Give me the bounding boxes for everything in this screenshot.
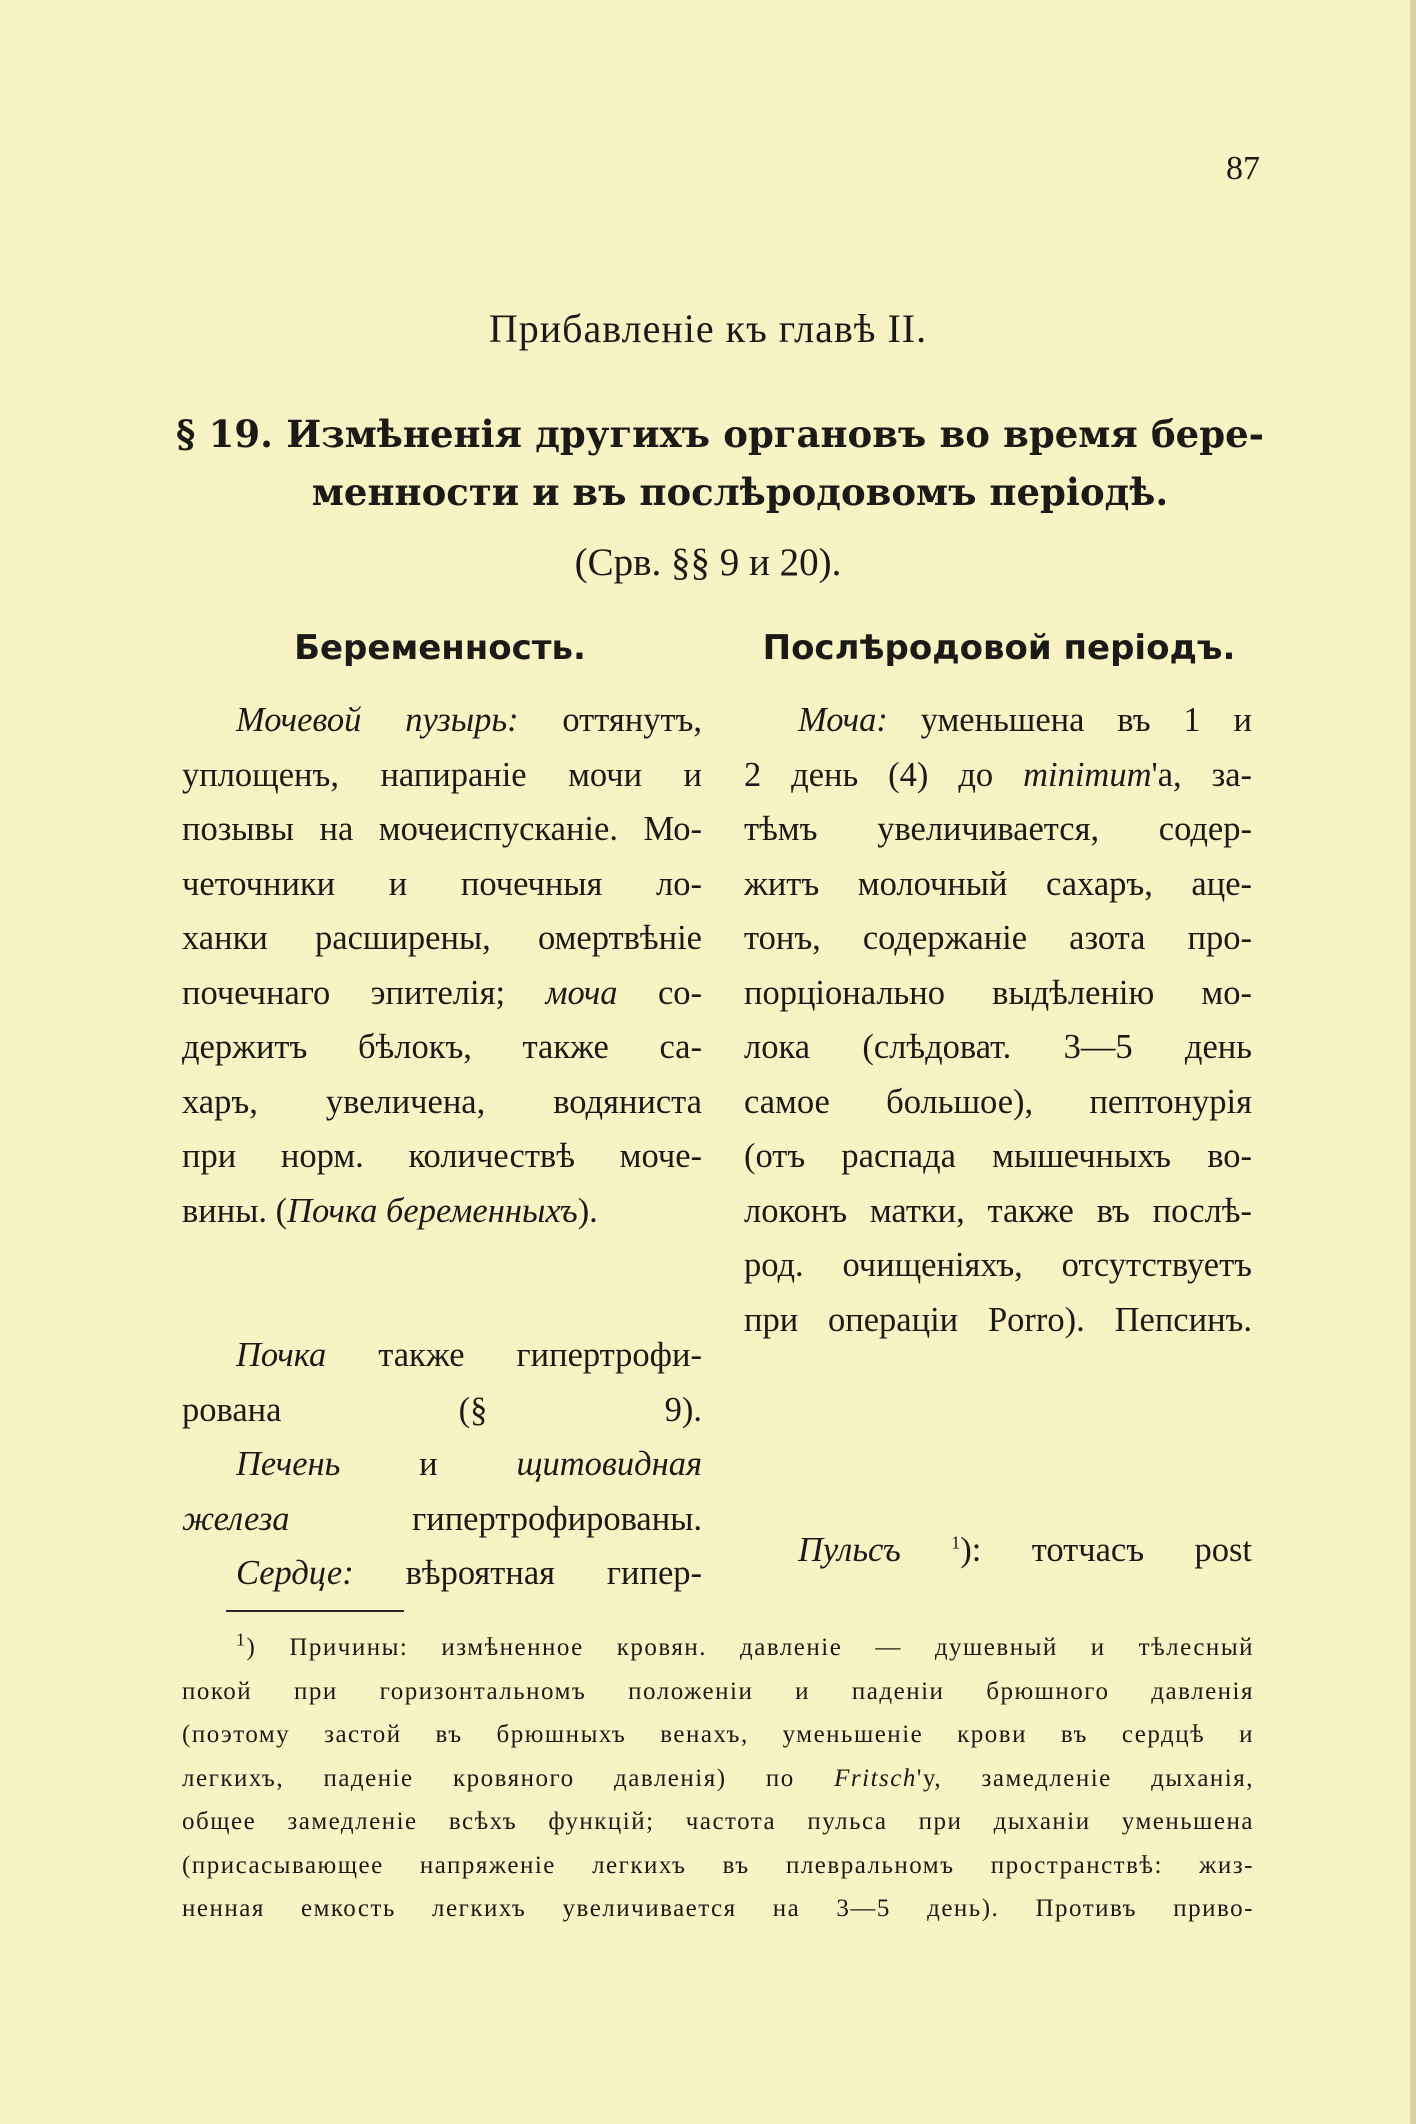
italic-term: железа [182, 1499, 290, 1538]
text-line [744, 1129, 1252, 1184]
italic-term: minimum [1023, 755, 1152, 794]
text-line [182, 1800, 1254, 1844]
supplement-title: Прибавленіе къ главѣ II. [488, 306, 928, 351]
footnote-marker: 1 [236, 1629, 247, 1650]
text-run: самое большое), пептонурія [744, 1082, 1252, 1121]
text-line [182, 1020, 702, 1075]
text-run: гипертрофированы. [289, 1499, 702, 1538]
text-run: покой при горизонтальномъ положеніи и паденіи брюшного давленія [182, 1677, 1254, 1705]
text-line [182, 1844, 1254, 1888]
text-run: (отъ распада мышечныхъ во- [744, 1137, 1252, 1175]
text-line [744, 1523, 1252, 1578]
text-run: род. очищеніяхъ, отсутствуетъ [744, 1246, 1252, 1284]
column-heading-pregnancy: Беременность. [294, 628, 586, 668]
left-column-text [182, 693, 702, 1238]
text-run: общее замедленіе всѣхъ функцій; частота пульса при дыханіи уменьшена [182, 1808, 1254, 1835]
footnote-rule [226, 1610, 404, 1612]
italic-term: Сердце: [236, 1554, 354, 1592]
footnote-marker: 1 [951, 1532, 961, 1553]
italic-term: Пульсъ [798, 1531, 901, 1569]
text-line [182, 802, 702, 857]
text-run: тонъ, содержаніе азота про- [744, 919, 1252, 957]
text-line [744, 1075, 1252, 1130]
section-heading [176, 405, 1264, 521]
text-line [182, 1328, 702, 1383]
text-line [744, 1293, 1252, 1348]
text-line [182, 1626, 1254, 1670]
text-line [182, 1887, 1254, 1931]
text-line [744, 1020, 1252, 1075]
text-run: оттянутъ, [518, 701, 702, 739]
italic-term: Почка [236, 1336, 327, 1374]
text-run: локонъ матки, также въ послѣ- [744, 1191, 1252, 1230]
text-run: 2 день (4) до [744, 755, 1024, 794]
text-line [182, 1546, 702, 1601]
text-run: ): тотчасъ post [960, 1531, 1252, 1569]
text-run: (поэтому застой въ брюшныхъ венахъ, уменьшеніе крови въ сердцѣ и [182, 1721, 1254, 1748]
italic-term: Моча: [798, 701, 888, 739]
text-run: ханки расширены, омертвѣніе [182, 919, 702, 957]
column-heading-postpartum: Послѣродовой періодъ. [762, 628, 1236, 668]
text-run: ненная емкость легкихъ увеличивается на 3—5 день). Противъ приво- [182, 1895, 1254, 1922]
text-line [744, 748, 1252, 803]
text-run: порціонально выдѣленію мо- [744, 973, 1252, 1012]
text-line [744, 911, 1252, 966]
italic-term: Fritsch [834, 1764, 917, 1792]
text-run: вѣроятная гипер- [353, 1554, 702, 1592]
text-run: легкихъ, паденіе кровяного давленія) по [182, 1764, 835, 1792]
text-line [744, 802, 1252, 857]
text-line [182, 1184, 702, 1239]
text-line [182, 1437, 702, 1492]
text-run: уплощенъ, напираніе мочи и [182, 755, 702, 794]
section-heading-line: § 19. Измѣненія другихъ органовъ во время бере- [176, 412, 1264, 456]
text-line [744, 966, 1252, 1021]
text-line [182, 748, 702, 803]
italic-term: Печень [236, 1445, 341, 1483]
text-run: при норм. количествѣ моче- [182, 1137, 702, 1175]
italic-term: Почка беременныхъ [287, 1191, 578, 1230]
text-run: житъ молочный сахаръ, аце- [744, 864, 1252, 903]
text-line [744, 693, 1252, 748]
text-run: 'у, замедленіе дыханія, [916, 1764, 1254, 1792]
left-column-text-continued [182, 1328, 702, 1601]
text-run: рована (§ 9). [182, 1390, 702, 1429]
text-line [182, 693, 702, 748]
text-line [182, 857, 702, 912]
text-run: при операціи Porro). Пепсинъ. [744, 1300, 1252, 1339]
text-run: ) Причины: измѣненное кровян. давленіе — душевный и тѣлесный [246, 1634, 1254, 1661]
section-heading-line: менности и въ послѣродовомъ періодѣ. [311, 470, 1169, 514]
text-run: позывы на мочеиспусканіе. Мо- [182, 810, 702, 848]
text-line [182, 1129, 702, 1184]
text-run: также гипертрофи- [326, 1336, 702, 1374]
text-run: (присасывающее напряженіе легкихъ въ плевральномъ пространствѣ: жиз- [182, 1851, 1254, 1879]
text-line [182, 1757, 1254, 1801]
text-run: со- [617, 973, 702, 1012]
text-run: лока (слѣдоват. 3—5 день [744, 1028, 1252, 1066]
italic-term: моча [545, 973, 618, 1012]
text-run: вины. ( [182, 1191, 288, 1230]
right-column-text [744, 693, 1252, 1347]
text-line [744, 1184, 1252, 1239]
text-line [182, 966, 702, 1021]
text-run: держитъ бѣлокъ, также са- [182, 1028, 702, 1066]
italic-term: Мочевой пузырь: [236, 701, 519, 739]
text-run: 'а, за- [1151, 755, 1252, 794]
text-run: четочники и почечныя ло- [182, 864, 702, 903]
right-column-text-continued [744, 1523, 1252, 1578]
text-run: уменьшена въ 1 и [887, 701, 1252, 739]
text-line [182, 1670, 1254, 1714]
text-run: и [340, 1445, 517, 1483]
text-run: почечнаго эпителія; [182, 973, 546, 1012]
italic-term: щитовидная [516, 1445, 702, 1483]
text-line [182, 1383, 702, 1438]
text-run: тѣмъ увеличивается, содер- [744, 810, 1252, 848]
page-number: 87 [1226, 150, 1260, 187]
text-line [744, 1238, 1252, 1293]
text-run: харъ, увеличена, водяниста [182, 1082, 702, 1121]
text-line [182, 1713, 1254, 1757]
footnote [182, 1626, 1254, 1931]
text-run: ). [577, 1191, 598, 1230]
text-line [182, 911, 702, 966]
text-line [182, 1492, 702, 1547]
text-line [182, 1075, 702, 1130]
text-line [744, 857, 1252, 912]
cross-reference: (Срв. §§ 9 и 20). [574, 541, 842, 584]
